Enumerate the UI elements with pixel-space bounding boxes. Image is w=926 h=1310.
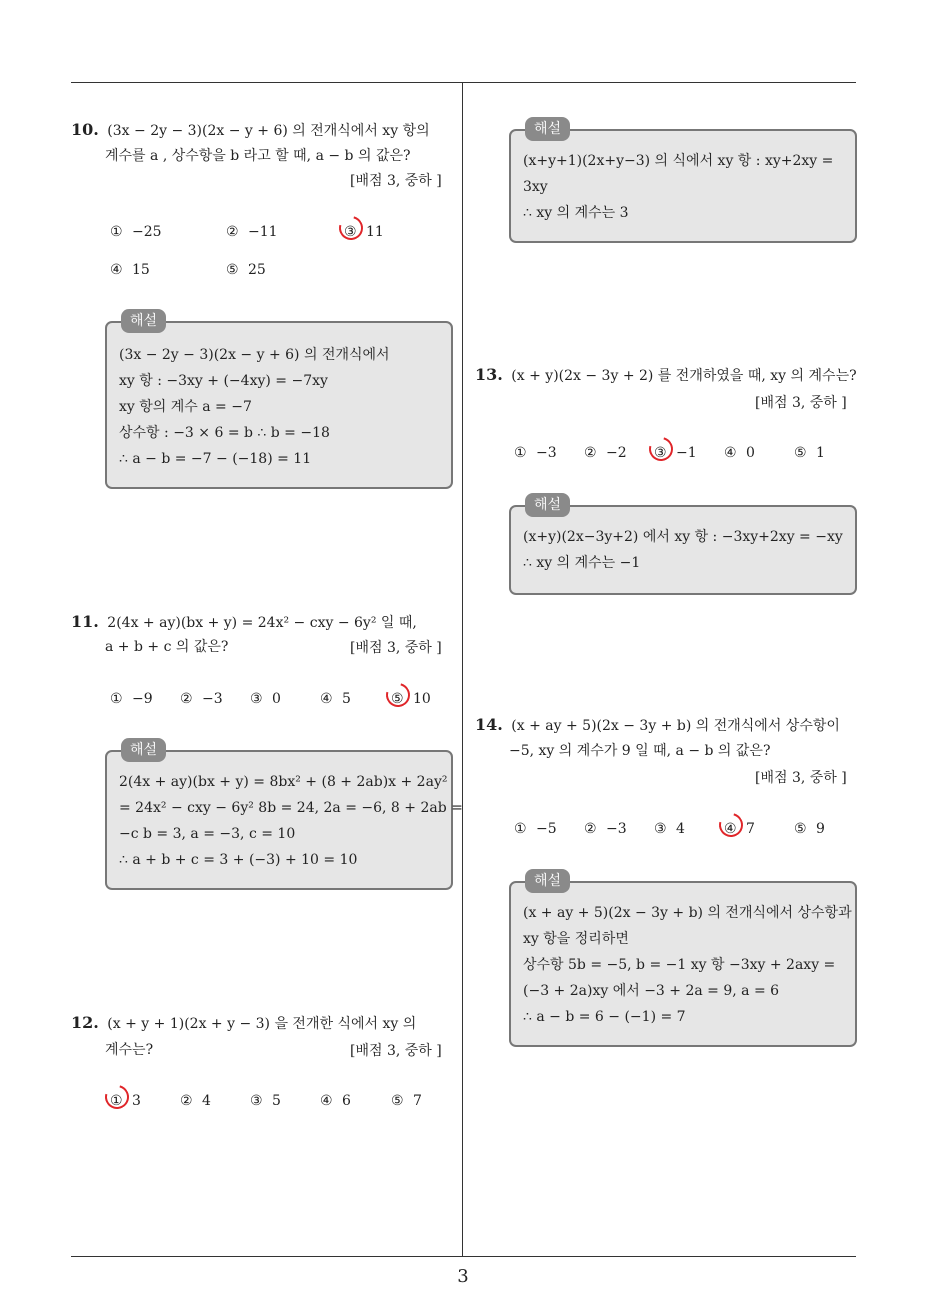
option-value: 0 — [272, 691, 281, 707]
option-number: ④ — [724, 819, 746, 839]
option-number: ① — [110, 224, 123, 240]
option-value: −5 — [536, 821, 557, 837]
solution-line: 상수항 : −3 × 6 = b ∴ b = −18 — [119, 425, 330, 441]
option-value: −3 — [536, 445, 557, 461]
solution-box-14 — [509, 873, 857, 1047]
option-number: ① — [514, 445, 527, 461]
option-value: 5 — [272, 1093, 281, 1109]
answer-mark-icon — [101, 1081, 134, 1114]
option-value: 7 — [746, 821, 755, 837]
solution-line: (3x − 2y − 3)(2x − y + 6) 의 전개식에서 — [119, 347, 390, 363]
option-4[interactable] — [110, 260, 150, 280]
solution-box-13 — [509, 497, 857, 595]
option-5[interactable] — [794, 819, 825, 839]
option-1[interactable] — [110, 1091, 141, 1111]
option-3[interactable] — [654, 443, 697, 463]
option-value: 5 — [342, 691, 351, 707]
question-12-meta: [배점 3, 중하 ] — [350, 1043, 442, 1059]
option-number: ③ — [654, 821, 667, 837]
option-4[interactable] — [320, 1091, 351, 1111]
page-number: 3 — [457, 1266, 469, 1287]
option-1[interactable] — [110, 689, 153, 709]
solution-line: xy 항의 계수 a = −7 — [119, 399, 252, 415]
solution-line: ∴ a − b = −7 − (−18) = 11 — [119, 451, 312, 467]
option-2[interactable] — [180, 1091, 211, 1111]
option-value: 1 — [816, 445, 825, 461]
option-number: ③ — [250, 1093, 263, 1109]
option-5[interactable] — [226, 260, 266, 280]
option-value: 7 — [413, 1093, 422, 1109]
solution-tag: 해설 — [525, 869, 570, 893]
question-10-line2: 계수를 a , 상수항을 b 라고 할 때, a − b 의 값은? — [105, 148, 411, 164]
option-number: ② — [180, 1093, 193, 1109]
option-number: ① — [110, 691, 123, 707]
question-number: 12. — [71, 1013, 99, 1032]
option-number: ① — [514, 821, 527, 837]
top-rule — [71, 82, 856, 83]
option-number: ① — [110, 1091, 132, 1111]
question-number: 10. — [71, 120, 99, 139]
question-13-meta: [배점 3, 중하 ] — [755, 395, 847, 411]
question-14-line1 — [475, 715, 840, 736]
solution-line: 3xy — [523, 179, 548, 195]
option-number: ⑤ — [794, 445, 807, 461]
solution-line: ∴ xy 의 계수는 3 — [523, 205, 629, 221]
question-12-line1 — [71, 1013, 416, 1034]
solution-line: −c b = 3, a = −3, c = 10 — [119, 826, 296, 842]
answer-mark-icon — [382, 679, 415, 712]
option-value: −3 — [606, 821, 627, 837]
solution-tag: 해설 — [525, 493, 570, 517]
question-text: 2(4x + ay)(bx + y) = 24x² − cxy − 6y² 일 때, — [107, 615, 417, 631]
solution-line: xy 항을 정리하면 — [523, 931, 629, 947]
column-divider — [462, 83, 463, 1257]
option-3[interactable] — [250, 1091, 281, 1111]
option-5[interactable] — [794, 443, 825, 463]
option-value: −9 — [132, 691, 153, 707]
option-number: ② — [584, 821, 597, 837]
option-2[interactable] — [584, 819, 627, 839]
option-value: 25 — [248, 262, 266, 278]
option-number: ③ — [654, 443, 676, 463]
option-number: ② — [226, 224, 239, 240]
question-text: (x + ay + 5)(2x − 3y + b) 의 전개식에서 상수항이 — [511, 718, 840, 734]
option-number: ④ — [320, 691, 333, 707]
option-value: 9 — [816, 821, 825, 837]
option-number: ⑤ — [391, 1093, 404, 1109]
option-number: ④ — [724, 445, 737, 461]
question-12-line2: 계수는? — [105, 1042, 154, 1058]
option-5[interactable] — [391, 1091, 422, 1111]
solution-box-11 — [105, 742, 463, 890]
answer-mark-icon — [645, 433, 678, 466]
answer-mark-icon — [335, 212, 368, 245]
option-value: 4 — [202, 1093, 211, 1109]
option-number: ② — [180, 691, 193, 707]
question-number: 14. — [475, 715, 503, 734]
option-3[interactable] — [250, 689, 281, 709]
question-text: (3x − 2y − 3)(2x − y + 6) 의 전개식에서 xy 항의 — [107, 123, 430, 139]
question-13-line1 — [475, 365, 857, 386]
option-value: −1 — [676, 445, 697, 461]
option-number: ③ — [250, 691, 263, 707]
question-11-meta: [배점 3, 중하 ] — [350, 640, 442, 656]
option-2[interactable] — [180, 689, 223, 709]
question-11-line2: a + b + c 의 값은? — [105, 639, 229, 655]
question-10-meta: [배점 3, 중하 ] — [350, 173, 442, 189]
option-2[interactable] — [226, 222, 278, 242]
solution-box-12 — [509, 121, 857, 243]
option-value: −11 — [248, 224, 278, 240]
option-3[interactable] — [654, 819, 685, 839]
question-11-line1 — [71, 612, 417, 633]
question-14-meta: [배점 3, 중하 ] — [755, 770, 847, 786]
solution-line: xy 항 : −3xy + (−4xy) = −7xy — [119, 373, 328, 389]
solution-box-10 — [105, 313, 453, 489]
answer-mark-icon — [715, 809, 748, 842]
option-value: 11 — [366, 224, 384, 240]
solution-tag: 해설 — [525, 117, 570, 141]
option-2[interactable] — [584, 443, 627, 463]
option-number: ② — [584, 445, 597, 461]
solution-line: (x+y+1)(2x+y−3) 의 식에서 xy 항 : xy+2xy = — [523, 153, 834, 169]
option-value: −2 — [606, 445, 627, 461]
solution-tag: 해설 — [121, 309, 166, 333]
option-4[interactable] — [724, 443, 755, 463]
option-value: 0 — [746, 445, 755, 461]
solution-line: ∴ a + b + c = 3 + (−3) + 10 = 10 — [119, 852, 358, 868]
option-number: ④ — [320, 1093, 333, 1109]
option-number: ⑤ — [794, 821, 807, 837]
option-4[interactable] — [724, 819, 755, 839]
solution-line: 2(4x + ay)(bx + y) = 8bx² + (8 + 2ab)x + 2ay² — [119, 774, 448, 790]
option-value: 6 — [342, 1093, 351, 1109]
option-value: 10 — [413, 691, 431, 707]
bottom-rule — [71, 1256, 856, 1257]
option-5[interactable] — [391, 689, 431, 709]
solution-line: = 24x² − cxy − 6y² 8b = 24, 2a = −6, 8 + 2ab = — [119, 800, 463, 816]
question-number: 13. — [475, 365, 503, 384]
solution-line: (x+y)(2x−3y+2) 에서 xy 항 : −3xy+2xy = −xy — [523, 529, 843, 545]
option-number: ⑤ — [226, 262, 239, 278]
option-1[interactable] — [514, 443, 557, 463]
option-number: ③ — [344, 222, 366, 242]
question-text: (x + y)(2x − 3y + 2) 를 전개하였을 때, xy 의 계수는? — [511, 368, 857, 384]
option-value: 15 — [132, 262, 150, 278]
option-number: ⑤ — [391, 689, 413, 709]
option-1[interactable] — [514, 819, 557, 839]
option-3[interactable] — [344, 222, 384, 242]
option-value: 3 — [132, 1093, 141, 1109]
question-14-line2: −5, xy 의 계수가 9 일 때, a − b 의 값은? — [509, 743, 771, 759]
solution-line: (−3 + 2a)xy 에서 −3 + 2a = 9, a = 6 — [523, 983, 780, 999]
solution-line: ∴ a − b = 6 − (−1) = 7 — [523, 1009, 686, 1025]
question-text: (x + y + 1)(2x + y − 3) 을 전개한 식에서 xy 의 — [107, 1016, 417, 1032]
solution-line: 상수항 5b = −5, b = −1 xy 항 −3xy + 2axy = — [523, 957, 836, 973]
option-1[interactable] — [110, 222, 162, 242]
solution-line: ∴ xy 의 계수는 −1 — [523, 555, 641, 571]
option-value: −25 — [132, 224, 162, 240]
option-value: −3 — [202, 691, 223, 707]
option-number: ④ — [110, 262, 123, 278]
option-value: 4 — [676, 821, 685, 837]
solution-tag: 해설 — [121, 738, 166, 762]
solution-line: (x + ay + 5)(2x − 3y + b) 의 전개식에서 상수항과 — [523, 905, 852, 921]
question-10-line1 — [71, 120, 430, 141]
option-4[interactable] — [320, 689, 351, 709]
question-number: 11. — [71, 612, 99, 631]
